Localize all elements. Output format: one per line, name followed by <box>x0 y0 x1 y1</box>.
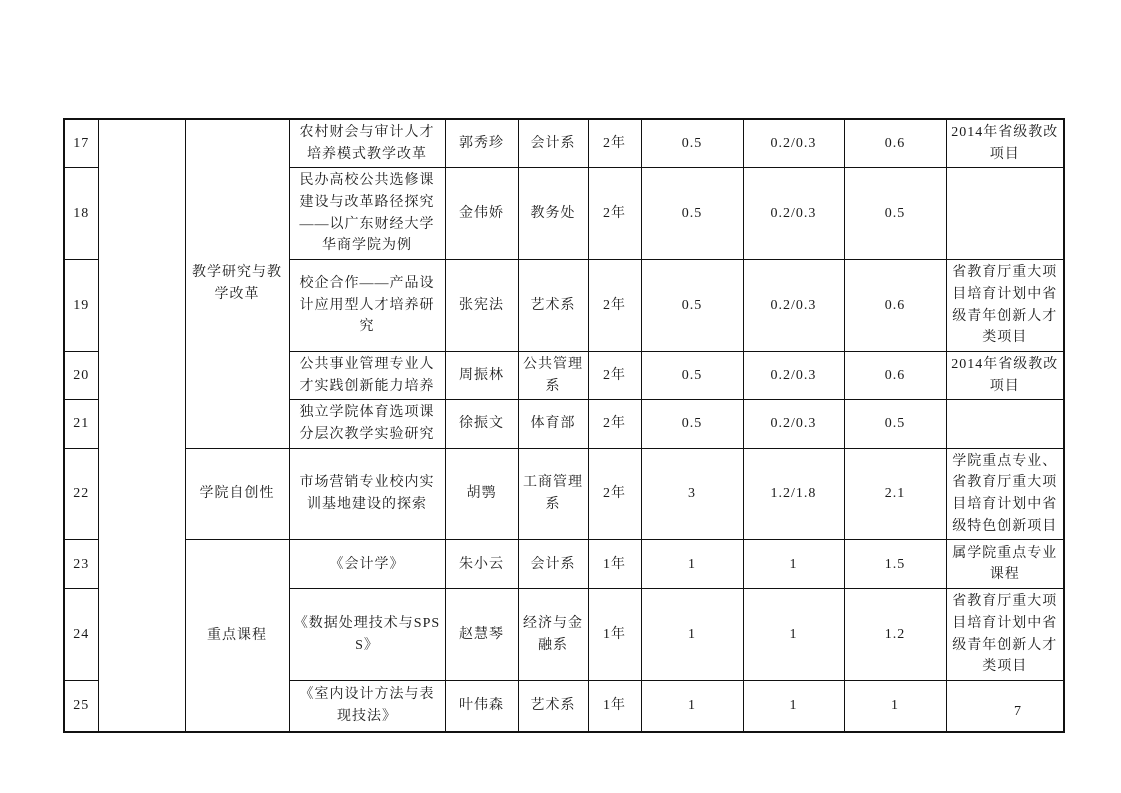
score-cell: 0.5 <box>844 168 946 260</box>
score-cell: 1 <box>641 681 743 732</box>
score-cell: 0.5 <box>641 351 743 399</box>
duration-cell: 2年 <box>588 168 641 260</box>
project-name-cell: 《数据处理技术与SPSS》 <box>289 589 445 681</box>
row-number-cell: 19 <box>64 260 98 352</box>
project-name-cell: 农村财会与审计人才培养模式教学改革 <box>289 119 445 168</box>
duration-cell: 2年 <box>588 119 641 168</box>
score-cell: 0.5 <box>844 400 946 448</box>
spacer-cell <box>98 119 185 732</box>
score-cell: 2.1 <box>844 448 946 540</box>
leader-cell: 朱小云 <box>445 540 518 589</box>
project-name-cell: 市场营销专业校内实训基地建设的探索 <box>289 448 445 540</box>
score-cell: 1.2 <box>844 589 946 681</box>
project-name-cell: 《室内设计方法与表现技法》 <box>289 681 445 732</box>
score-cell: 1 <box>743 589 844 681</box>
category-cell: 重点课程 <box>185 540 289 732</box>
duration-cell: 1年 <box>588 681 641 732</box>
remark-cell <box>946 681 1064 732</box>
score-cell: 1 <box>641 540 743 589</box>
remark-cell: 2014年省级教改项目 <box>946 119 1064 168</box>
duration-cell: 1年 <box>588 540 641 589</box>
leader-cell: 张宪法 <box>445 260 518 352</box>
remark-cell: 学院重点专业、省教育厅重大项目培育计划中省级特色创新项目 <box>946 448 1064 540</box>
category-cell: 教学研究与教学改革 <box>185 119 289 448</box>
row-number-cell: 17 <box>64 119 98 168</box>
department-cell: 工商管理系 <box>518 448 588 540</box>
department-cell: 艺术系 <box>518 681 588 732</box>
leader-cell: 徐振文 <box>445 400 518 448</box>
score-cell: 1.5 <box>844 540 946 589</box>
department-cell: 会计系 <box>518 119 588 168</box>
duration-cell: 2年 <box>588 351 641 399</box>
table-row <box>64 119 1064 168</box>
project-name-cell: 公共事业管理专业人才实践创新能力培养 <box>289 351 445 399</box>
score-cell: 0.6 <box>844 119 946 168</box>
row-number-cell: 22 <box>64 448 98 540</box>
score-cell: 0.2/0.3 <box>743 119 844 168</box>
department-cell: 会计系 <box>518 540 588 589</box>
row-number-cell: 20 <box>64 351 98 399</box>
leader-cell: 金伟娇 <box>445 168 518 260</box>
score-cell: 0.6 <box>844 351 946 399</box>
table-row <box>64 448 1064 540</box>
duration-cell: 2年 <box>588 260 641 352</box>
row-number-cell: 23 <box>64 540 98 589</box>
score-cell: 1 <box>743 681 844 732</box>
remark-cell <box>946 400 1064 448</box>
leader-cell: 叶伟森 <box>445 681 518 732</box>
score-cell: 0.5 <box>641 119 743 168</box>
score-cell: 0.5 <box>641 168 743 260</box>
projects-table <box>63 118 1065 733</box>
score-cell: 1 <box>844 681 946 732</box>
department-cell: 艺术系 <box>518 260 588 352</box>
duration-cell: 1年 <box>588 589 641 681</box>
score-cell: 0.5 <box>641 260 743 352</box>
row-number-cell: 24 <box>64 589 98 681</box>
remark-cell: 属学院重点专业课程 <box>946 540 1064 589</box>
score-cell: 0.2/0.3 <box>743 260 844 352</box>
department-cell: 公共管理系 <box>518 351 588 399</box>
leader-cell: 胡鹗 <box>445 448 518 540</box>
remark-cell: 2014年省级教改项目 <box>946 351 1064 399</box>
project-name-cell: 独立学院体育选项课分层次教学实验研究 <box>289 400 445 448</box>
leader-cell: 周振林 <box>445 351 518 399</box>
remark-cell: 省教育厅重大项目培育计划中省级青年创新人才类项目 <box>946 260 1064 352</box>
remark-cell <box>946 168 1064 260</box>
project-name-cell: 校企合作——产品设计应用型人才培养研究 <box>289 260 445 352</box>
department-cell: 经济与金融系 <box>518 589 588 681</box>
department-cell: 体育部 <box>518 400 588 448</box>
leader-cell: 郭秀珍 <box>445 119 518 168</box>
score-cell: 0.5 <box>641 400 743 448</box>
table-row <box>64 540 1064 589</box>
row-number-cell: 25 <box>64 681 98 732</box>
score-cell: 0.2/0.3 <box>743 400 844 448</box>
duration-cell: 2年 <box>588 448 641 540</box>
score-cell: 1 <box>743 540 844 589</box>
score-cell: 0.2/0.3 <box>743 351 844 399</box>
duration-cell: 2年 <box>588 400 641 448</box>
project-name-cell: 《会计学》 <box>289 540 445 589</box>
page-number: 7 <box>1014 704 1021 719</box>
score-cell: 1 <box>641 589 743 681</box>
category-cell: 学院自创性 <box>185 448 289 540</box>
row-number-cell: 18 <box>64 168 98 260</box>
department-cell: 教务处 <box>518 168 588 260</box>
leader-cell: 赵慧琴 <box>445 589 518 681</box>
row-number-cell: 21 <box>64 400 98 448</box>
score-cell: 3 <box>641 448 743 540</box>
score-cell: 0.2/0.3 <box>743 168 844 260</box>
score-cell: 1.2/1.8 <box>743 448 844 540</box>
project-name-cell: 民办高校公共选修课建设与改革路径探究——以广东财经大学华商学院为例 <box>289 168 445 260</box>
remark-cell: 省教育厅重大项目培育计划中省级青年创新人才类项目 <box>946 589 1064 681</box>
score-cell: 0.6 <box>844 260 946 352</box>
